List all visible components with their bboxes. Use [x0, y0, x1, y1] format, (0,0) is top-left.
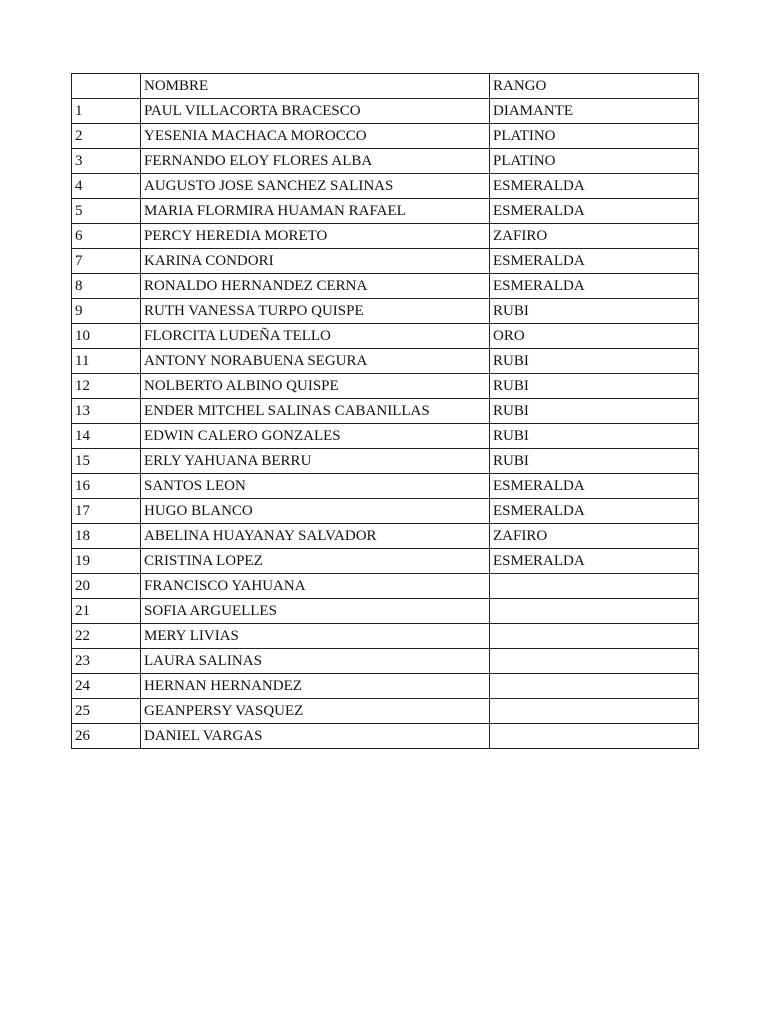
- name-cell: FERNANDO ELOY FLORES ALBA: [141, 149, 490, 174]
- row-number-cell: 11: [72, 349, 141, 374]
- rank-cell: ESMERALDA: [490, 174, 699, 199]
- rank-cell: RUBI: [490, 349, 699, 374]
- table-row: [72, 699, 699, 724]
- name-cell: RUTH VANESSA TURPO QUISPE: [141, 299, 490, 324]
- row-number-cell: 2: [72, 124, 141, 149]
- rank-cell: ESMERALDA: [490, 199, 699, 224]
- row-number-cell: 21: [72, 599, 141, 624]
- row-number-cell: 4: [72, 174, 141, 199]
- table-row: [72, 449, 699, 474]
- table-row: [72, 99, 699, 124]
- row-number-cell: 14: [72, 424, 141, 449]
- name-cell: YESENIA MACHACA MOROCCO: [141, 124, 490, 149]
- name-cell: CRISTINA LOPEZ: [141, 549, 490, 574]
- table-row: [72, 174, 699, 199]
- table-row: [72, 574, 699, 599]
- name-cell: SOFIA ARGUELLES: [141, 599, 490, 624]
- name-cell: FLORCITA LUDEÑA TELLO: [141, 324, 490, 349]
- row-number-cell: 8: [72, 274, 141, 299]
- table-row: [72, 424, 699, 449]
- rank-cell: ESMERALDA: [490, 249, 699, 274]
- name-cell: ERLY YAHUANA BERRU: [141, 449, 490, 474]
- name-cell: PERCY HEREDIA MORETO: [141, 224, 490, 249]
- table-row: [72, 674, 699, 699]
- row-number-cell: 13: [72, 399, 141, 424]
- row-number-cell: 9: [72, 299, 141, 324]
- row-number-cell: 7: [72, 249, 141, 274]
- table-row: [72, 274, 699, 299]
- row-number-cell: 24: [72, 674, 141, 699]
- name-cell: LAURA SALINAS: [141, 649, 490, 674]
- rank-cell: [490, 699, 699, 724]
- header-row: [72, 74, 699, 99]
- rank-cell: [490, 724, 699, 749]
- rank-cell: PLATINO: [490, 124, 699, 149]
- row-number-cell: 17: [72, 499, 141, 524]
- rank-cell: RUBI: [490, 374, 699, 399]
- name-cell: FRANCISCO YAHUANA: [141, 574, 490, 599]
- rank-cell: ESMERALDA: [490, 274, 699, 299]
- name-cell: GEANPERSY VASQUEZ: [141, 699, 490, 724]
- table-row: [72, 324, 699, 349]
- rank-cell: ZAFIRO: [490, 524, 699, 549]
- table-row: [72, 649, 699, 674]
- row-number-cell: 3: [72, 149, 141, 174]
- row-number-cell: 5: [72, 199, 141, 224]
- name-cell: ABELINA HUAYANAY SALVADOR: [141, 524, 490, 549]
- rank-cell: RUBI: [490, 449, 699, 474]
- rank-cell: ZAFIRO: [490, 224, 699, 249]
- table-row: [72, 199, 699, 224]
- rank-cell: [490, 624, 699, 649]
- name-cell: AUGUSTO JOSE SANCHEZ SALINAS: [141, 174, 490, 199]
- table-row: [72, 249, 699, 274]
- table-row: [72, 299, 699, 324]
- header-cell-name: NOMBRE: [141, 74, 490, 99]
- name-cell: DANIEL VARGAS: [141, 724, 490, 749]
- header-cell-rank: RANGO: [490, 74, 699, 99]
- name-cell: NOLBERTO ALBINO QUISPE: [141, 374, 490, 399]
- row-number-cell: 19: [72, 549, 141, 574]
- rank-cell: RUBI: [490, 299, 699, 324]
- row-number-cell: 15: [72, 449, 141, 474]
- name-cell: MERY LIVIAS: [141, 624, 490, 649]
- row-number-cell: 23: [72, 649, 141, 674]
- table-row: [72, 549, 699, 574]
- header-cell-number: [72, 74, 141, 99]
- rank-cell: ESMERALDA: [490, 549, 699, 574]
- table-row: [72, 499, 699, 524]
- ranking-table: [71, 73, 699, 749]
- table-row: [72, 399, 699, 424]
- table-row: [72, 624, 699, 649]
- table-row: [72, 224, 699, 249]
- table-row: [72, 524, 699, 549]
- row-number-cell: 16: [72, 474, 141, 499]
- row-number-cell: 25: [72, 699, 141, 724]
- name-cell: MARIA FLORMIRA HUAMAN RAFAEL: [141, 199, 490, 224]
- rank-cell: PLATINO: [490, 149, 699, 174]
- rank-cell: [490, 649, 699, 674]
- rank-cell: RUBI: [490, 399, 699, 424]
- rank-cell: ESMERALDA: [490, 474, 699, 499]
- row-number-cell: 18: [72, 524, 141, 549]
- name-cell: HUGO BLANCO: [141, 499, 490, 524]
- name-cell: KARINA CONDORI: [141, 249, 490, 274]
- table-row: [72, 349, 699, 374]
- name-cell: ENDER MITCHEL SALINAS CABANILLAS: [141, 399, 490, 424]
- row-number-cell: 10: [72, 324, 141, 349]
- rank-cell: ESMERALDA: [490, 499, 699, 524]
- row-number-cell: 6: [72, 224, 141, 249]
- table-row: [72, 124, 699, 149]
- rank-cell: [490, 674, 699, 699]
- row-number-cell: 22: [72, 624, 141, 649]
- name-cell: ANTONY NORABUENA SEGURA: [141, 349, 490, 374]
- rank-cell: ORO: [490, 324, 699, 349]
- rank-cell: [490, 599, 699, 624]
- name-cell: EDWIN CALERO GONZALES: [141, 424, 490, 449]
- table-body: [72, 74, 699, 749]
- row-number-cell: 20: [72, 574, 141, 599]
- rank-cell: DIAMANTE: [490, 99, 699, 124]
- table-row: [72, 599, 699, 624]
- table-row: [72, 374, 699, 399]
- name-cell: SANTOS LEON: [141, 474, 490, 499]
- table-row: [72, 724, 699, 749]
- row-number-cell: 1: [72, 99, 141, 124]
- rank-cell: [490, 574, 699, 599]
- rank-cell: RUBI: [490, 424, 699, 449]
- row-number-cell: 12: [72, 374, 141, 399]
- name-cell: HERNAN HERNANDEZ: [141, 674, 490, 699]
- table-row: [72, 149, 699, 174]
- table-row: [72, 474, 699, 499]
- name-cell: RONALDO HERNANDEZ CERNA: [141, 274, 490, 299]
- row-number-cell: 26: [72, 724, 141, 749]
- name-cell: PAUL VILLACORTA BRACESCO: [141, 99, 490, 124]
